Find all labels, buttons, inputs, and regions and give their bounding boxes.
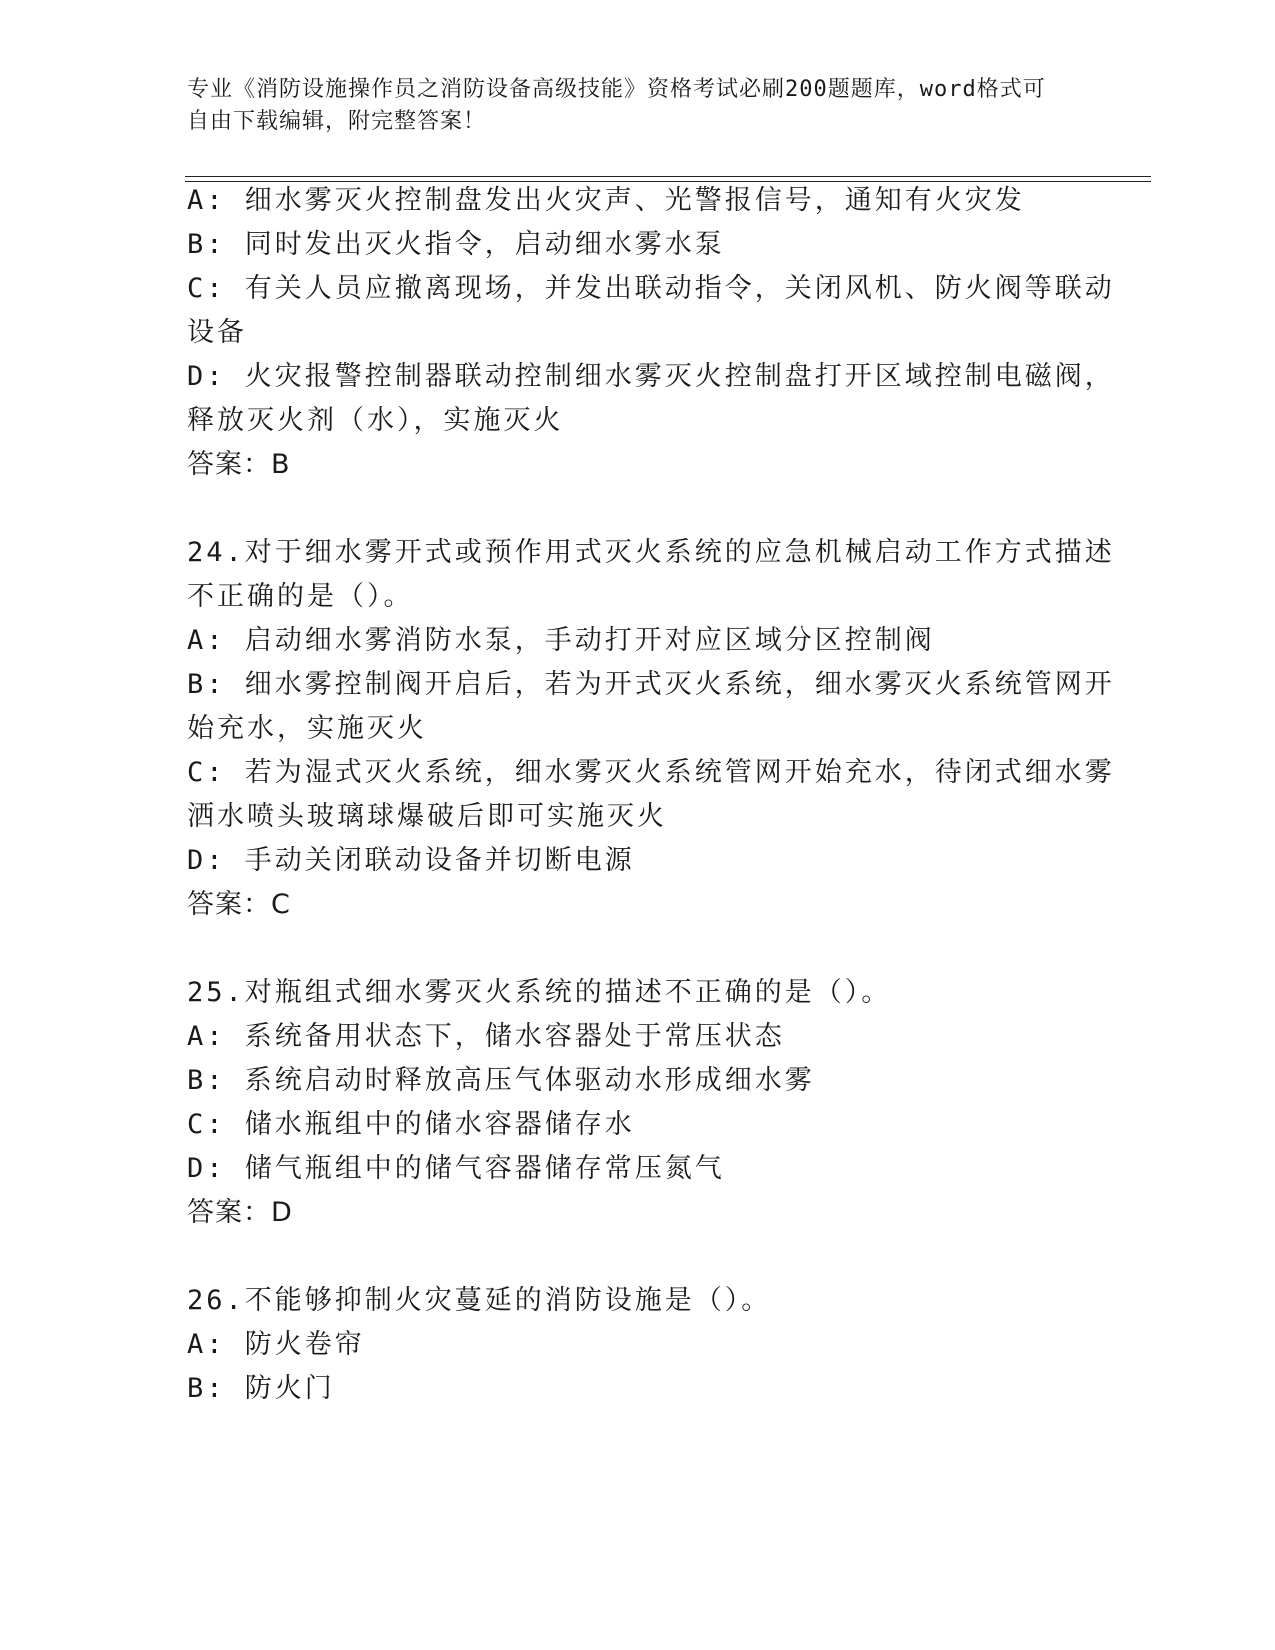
- q26-stem: 26.不能够抑制火灾蔓延的消防设施是（）。: [187, 1285, 772, 1316]
- q24-stem-cont: 不正确的是（）。: [187, 581, 414, 612]
- q25-answer: 答案：D: [187, 1197, 293, 1228]
- q26-option-b: B: 防火门: [187, 1373, 335, 1404]
- document-header: 专业《消防设施操作员之消防设备高级技能》资格考试必刷200题题库，word格式可自由下载编辑，附完整答案！: [187, 77, 1046, 134]
- header-divider: [185, 176, 1151, 177]
- header-divider-secondary: [185, 181, 1151, 182]
- q25-option-c: C: 储水瓶组中的储水容器储存水: [187, 1109, 635, 1140]
- q24-answer: 答案：C: [187, 889, 291, 920]
- q23-option-c: C: 有关人员应撤离现场，并发出联动指令，关闭风机、防火阀等联动: [187, 273, 1115, 304]
- q23-option-a: A: 细水雾灭火控制盘发出火灾声、光警报信号，通知有火灾发: [187, 185, 1025, 216]
- q24-option-c: C: 若为湿式灭火系统，细水雾灭火系统管网开始充水，待闭式细水雾: [187, 757, 1115, 788]
- q25-stem: 25.对瓶组式细水雾灭火系统的描述不正确的是（）。: [187, 977, 892, 1008]
- q23-option-c-cont: 设备: [187, 317, 247, 348]
- q23-option-d: D: 火灾报警控制器联动控制细水雾灭火控制盘打开区域控制电磁阀，: [187, 361, 1115, 392]
- q25-option-b: B: 系统启动时释放高压气体驱动水形成细水雾: [187, 1065, 815, 1096]
- q24-stem: 24.对于细水雾开式或预作用式灭火系统的应急机械启动工作方式描述: [187, 537, 1115, 568]
- q24-option-a: A: 启动细水雾消防水泵，手动打开对应区域分区控制阀: [187, 625, 935, 656]
- q26-option-a: A: 防火卷帘: [187, 1329, 365, 1360]
- q24-option-b: B: 细水雾控制阀开启后，若为开式灭火系统，细水雾灭火系统管网开: [187, 669, 1115, 700]
- q23-answer: 答案：B: [187, 449, 291, 480]
- q24-option-c-cont: 洒水喷头玻璃球爆破后即可实施灭火: [187, 801, 667, 832]
- q25-option-d: D: 储气瓶组中的储气容器储存常压氮气: [187, 1153, 725, 1184]
- q23-option-d-cont: 释放灭火剂（水），实施灭火: [187, 405, 564, 436]
- q23-option-b: B: 同时发出灭火指令，启动细水雾水泵: [187, 229, 725, 260]
- q25-option-a: A: 系统备用状态下，储水容器处于常压状态: [187, 1021, 785, 1052]
- q24-option-d: D: 手动关闭联动设备并切断电源: [187, 845, 635, 876]
- q24-option-b-cont: 始充水，实施灭火: [187, 713, 427, 744]
